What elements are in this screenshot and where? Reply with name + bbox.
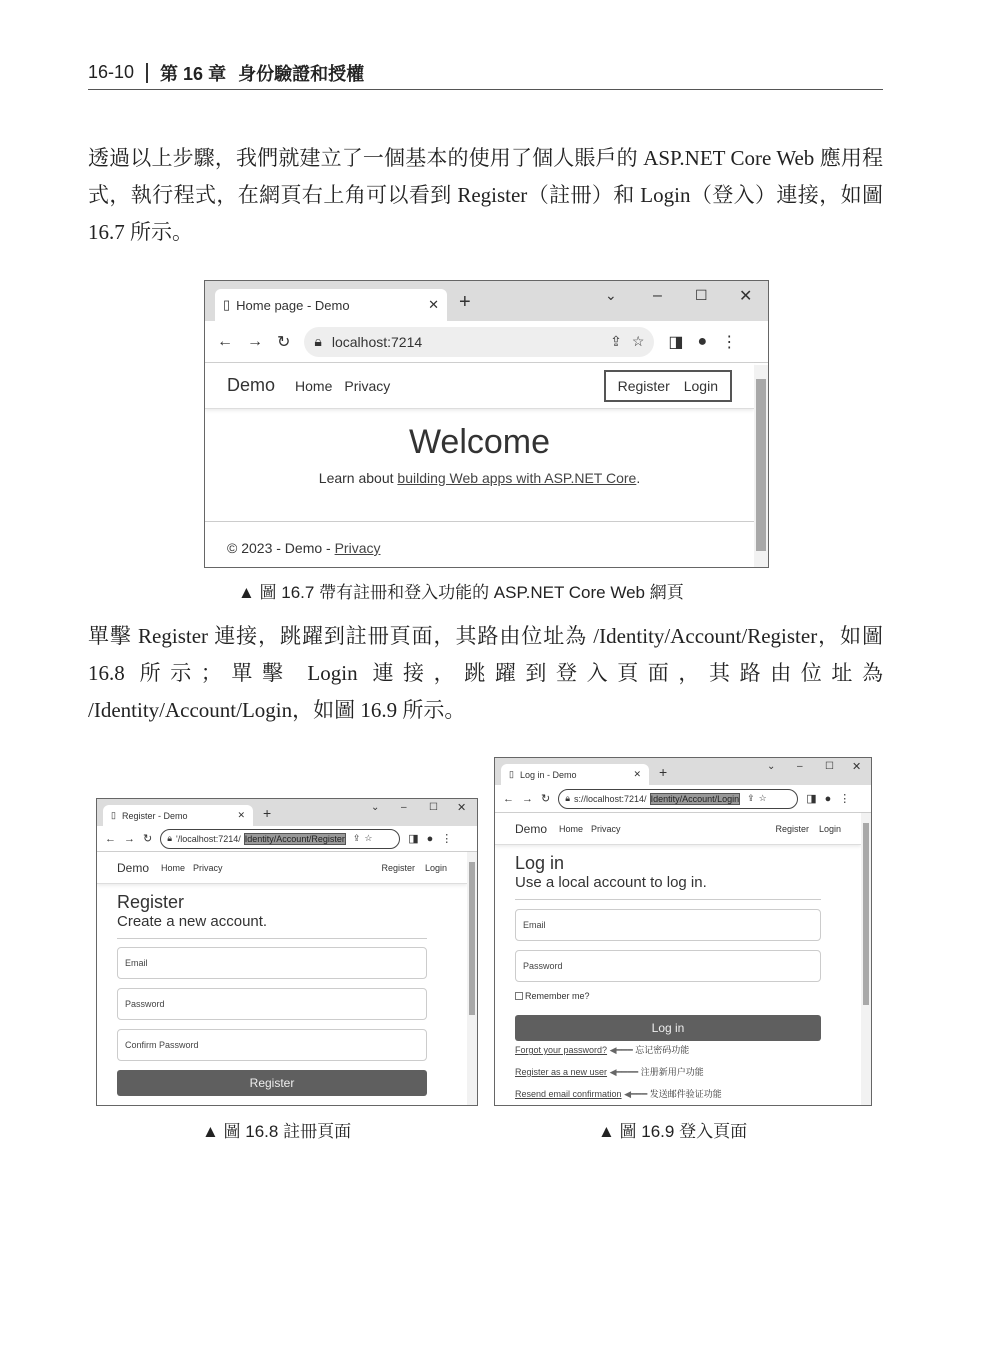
profile-icon[interactable]: ● <box>697 332 708 350</box>
maximize-icon[interactable]: ☐ <box>429 802 438 813</box>
caption-16-8: ▲ 圖 16.8 註冊頁面 <box>202 1122 352 1141</box>
password-field[interactable]: Password <box>117 988 427 1020</box>
scrollbar[interactable] <box>754 365 768 567</box>
close-tab-icon[interactable]: ✕ <box>633 769 641 779</box>
tab-title: Register - Demo <box>121 810 188 821</box>
page-icon: ▯ <box>111 810 116 820</box>
forward-icon[interactable]: → <box>247 332 263 350</box>
annotation-register: 注册新用户功能 <box>640 1067 704 1077</box>
maximize-icon[interactable]: ☐ <box>695 287 708 303</box>
chevron-down-icon[interactable]: ⌄ <box>767 761 776 772</box>
lock-icon: 🔒︎ <box>167 833 173 843</box>
browser-tab[interactable] <box>501 764 649 785</box>
sidebar-icon[interactable]: ◨ <box>806 793 817 805</box>
nav-register[interactable]: Register <box>617 377 670 394</box>
reload-icon[interactable]: ↻ <box>277 333 291 351</box>
auth-links-highlight <box>604 370 732 402</box>
caption-16-9: ▲ 圖 16.9 登入頁面 <box>598 1122 748 1141</box>
share-icon[interactable]: ⇪ <box>352 833 361 843</box>
back-icon[interactable]: ← <box>217 332 233 350</box>
nav-privacy[interactable]: Privacy <box>193 862 223 873</box>
annotation-forgot: 忘记密码功能 <box>635 1045 690 1055</box>
nav-privacy[interactable]: Privacy <box>591 823 621 834</box>
close-tab-icon[interactable]: ✕ <box>428 297 439 312</box>
address-bar[interactable] <box>160 829 400 849</box>
email-field[interactable]: Email <box>117 947 427 979</box>
back-icon[interactable]: ← <box>503 792 514 805</box>
page-icon: ▯ <box>223 297 231 312</box>
nav-home[interactable]: Home <box>295 377 333 394</box>
caption-16-7: ▲ 圖 16.7 帶有註冊和登入功能的 ASP.NET Core Web 網頁 <box>238 583 684 602</box>
learn-text <box>205 470 754 486</box>
register-new-user-link[interactable]: Register as a new user <box>515 1067 608 1077</box>
url-text: s://localhost:7214/ <box>574 793 647 804</box>
figure-16-9 <box>494 757 872 1106</box>
maximize-icon[interactable]: ☐ <box>825 761 834 772</box>
resend-confirmation-link[interactable]: Resend email confirmation <box>515 1089 622 1099</box>
forward-icon[interactable]: → <box>124 832 135 845</box>
nav-login[interactable]: Login <box>424 862 447 873</box>
footer-text: © 2023 - Demo - <box>227 540 335 556</box>
minimize-icon[interactable]: – <box>653 287 662 304</box>
menu-icon[interactable]: ⋮ <box>721 333 738 351</box>
new-tab-icon[interactable]: + <box>659 764 668 780</box>
share-icon[interactable]: ⇪ <box>610 333 622 349</box>
email-field[interactable]: Email <box>515 909 821 941</box>
paragraph-1: 透過以上步驟，我們就建立了一個基本的使用了個人賬戶的 ASP.NET Core Web 應用程式，執行程式，在網頁右上角可以看到 Register（註冊）和 Login（登入）連接，如圖 16.7 所示。 <box>88 146 883 244</box>
welcome-heading: Welcome <box>408 423 551 461</box>
menu-icon[interactable]: ⋮ <box>441 833 453 845</box>
tab-bar <box>205 281 768 321</box>
learn-suffix: . <box>636 470 641 486</box>
figure-16-8 <box>96 798 478 1106</box>
remember-label: Remember me? <box>525 991 590 1001</box>
menu-icon[interactable]: ⋮ <box>839 793 851 805</box>
url-highlight: Identity/Account/Register <box>244 833 345 844</box>
learn-link[interactable]: building Web apps with ASP.NET Core <box>397 470 637 486</box>
remember-checkbox[interactable] <box>515 992 523 1000</box>
browser-tab[interactable] <box>215 289 447 321</box>
annotation-resend: 发送邮件验证功能 <box>649 1089 722 1099</box>
page-subtitle: Use a local account to log in. <box>515 874 821 900</box>
scrollbar[interactable] <box>467 852 477 1105</box>
star-icon[interactable]: ☆ <box>631 333 645 349</box>
lock-icon: 🔒︎ <box>565 793 571 803</box>
star-icon[interactable]: ☆ <box>758 793 767 803</box>
arrow-icon: ◀━━━ <box>609 1045 633 1055</box>
page-header <box>88 56 883 90</box>
nav-register[interactable]: Register <box>381 862 415 873</box>
confirm-password-field[interactable]: Confirm Password <box>117 1029 427 1061</box>
sidebar-icon[interactable]: ◨ <box>408 833 419 845</box>
brand[interactable]: Demo <box>117 860 150 875</box>
scrollbar[interactable] <box>861 813 871 1105</box>
learn-prefix: Learn about <box>318 470 398 486</box>
chapter-number: 第 16 章 <box>160 63 227 84</box>
forgot-password-link[interactable]: Forgot your password? <box>515 1045 608 1055</box>
nav-login[interactable]: Login <box>818 823 841 834</box>
close-window-icon[interactable]: ✕ <box>852 761 862 773</box>
forward-icon[interactable]: → <box>522 792 533 805</box>
lock-icon: 🔒︎ <box>314 333 322 349</box>
password-field[interactable]: Password <box>515 950 821 982</box>
url-text: '/localhost:7214/ <box>176 833 241 844</box>
chapter-title: 身份驗證和授權 <box>238 63 365 84</box>
page-number: 16-10 <box>88 62 135 82</box>
minimize-icon[interactable]: – <box>797 761 803 772</box>
sidebar-icon[interactable]: ◨ <box>668 333 684 351</box>
footer-privacy-link[interactable]: Privacy <box>334 540 381 556</box>
nav-register[interactable]: Register <box>775 823 809 834</box>
register-button[interactable]: Register <box>117 1070 427 1096</box>
profile-icon[interactable]: ● <box>824 792 832 805</box>
footer <box>205 521 754 556</box>
tab-title: Home page - Demo <box>236 297 350 313</box>
nav-home[interactable]: Home <box>161 862 186 873</box>
reload-icon[interactable]: ↻ <box>143 833 153 845</box>
minimize-icon[interactable]: – <box>401 802 407 813</box>
arrow-icon: ◀━━━ <box>624 1089 648 1099</box>
chevron-down-icon[interactable]: ⌄ <box>605 287 617 303</box>
address-bar[interactable] <box>558 789 798 809</box>
url-highlight: Identity/Account/Login <box>650 793 740 804</box>
brand[interactable]: Demo <box>227 375 276 395</box>
figure-16-7 <box>204 280 769 568</box>
browser-tab[interactable] <box>103 805 253 826</box>
back-icon[interactable]: ← <box>105 832 116 845</box>
page-icon: ▯ <box>509 769 514 779</box>
reload-icon[interactable]: ↻ <box>541 793 551 805</box>
profile-icon[interactable]: ● <box>426 832 434 845</box>
url-text: localhost:7214 <box>331 333 423 350</box>
close-tab-icon[interactable]: ✕ <box>237 810 245 820</box>
close-window-icon[interactable]: ✕ <box>739 288 753 305</box>
share-icon[interactable]: ⇪ <box>747 793 755 803</box>
new-tab-icon[interactable]: + <box>263 805 272 821</box>
nav-login[interactable]: Login <box>683 377 718 394</box>
page-title: Register <box>117 892 185 912</box>
tab-title: Log in - Demo <box>519 769 577 780</box>
star-icon[interactable]: ☆ <box>364 833 373 843</box>
address-bar[interactable] <box>304 327 654 357</box>
page-title: Log in <box>515 853 565 873</box>
nav-home[interactable]: Home <box>559 823 584 834</box>
divider <box>146 63 148 83</box>
arrow-icon: ◀━━━━ <box>609 1067 639 1077</box>
brand[interactable]: Demo <box>515 821 548 836</box>
page-subtitle: Create a new account. <box>117 913 427 939</box>
login-button[interactable]: Log in <box>515 1015 821 1041</box>
close-window-icon[interactable]: ✕ <box>457 802 467 814</box>
paragraph-2: 單擊 Register 連接，跳躍到註冊頁面，其路由位址為 /Identity/Account/Register，如圖 16.8 所示；單擊 Login 連接，跳躍到登入頁面，其路由位址為 /Identity/Account/Login，如圖 16.9 所示。 <box>88 624 883 722</box>
nav-privacy[interactable]: Privacy <box>344 377 391 394</box>
chevron-down-icon[interactable]: ⌄ <box>371 802 380 813</box>
new-tab-icon[interactable]: + <box>459 291 471 313</box>
